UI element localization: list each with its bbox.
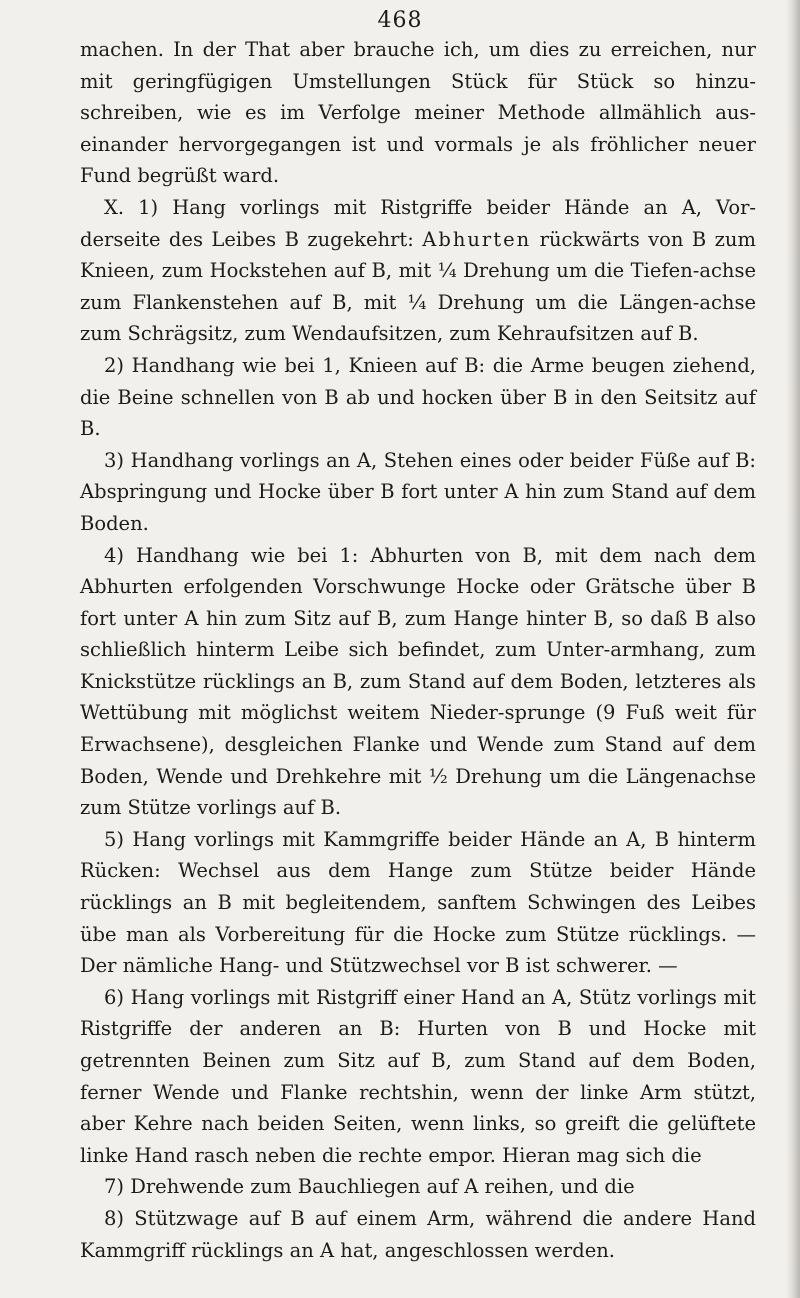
paragraph-exercise-2: 2) Handhang wie bei 1, Knieen auf B: die Arme beugen ziehend, die Beine schnellen von B ab und hocken über B in den Seitsitz auf B. (80, 353, 756, 441)
paragraph-exercise-6: 6) Hang vorlings mit Ristgriff einer Hand an A, Stütz vorlings mit Ristgriffe der anderen an B: Hurten von B und Hocke mit getrennten Beinen zum Sitz auf B, zum Stand auf dem Boden, ferner Wende und Flanke rechtshin, wenn der linke Arm stützt, aber Kehre nach beiden Seiten, wenn links, so greift die gelüftete linke Hand rasch neben die rechte empor. Hieran mag sich die (80, 985, 756, 1167)
paragraph-intro: machen. In der That aber brauche ich, um dies zu erreichen, nur mit geringfügigen Umstellungen Stück für Stück so hinzu-schreiben, wie es im Verfolge meiner Methode allmählich aus-einander hervorgegangen ist und vormals je als fröhlicher neuer Fund begrüßt ward. (80, 38, 756, 188)
page-number: 468 (377, 8, 423, 33)
body-text (80, 34, 756, 1266)
exercise-1-intro: X. 1) Hang vorlings mit Ristgriffe beider Hände an A, Vor-derseite des Leibes B zugekehrt: (80, 195, 756, 251)
paragraph-exercise-4: 4) Handhang wie bei 1: Abhurten von B, mit dem nach dem Abhurten erfolgenden Vorschwunge Hocke oder Grätsche über B fort unter A hin zum Sitz auf B, zum Hange hinter B, so daß B also schließlich hinterm Leibe sich befindet, zum Unter-armhang, zum Knickstütze rücklings an B, zum Stand auf dem Boden, letzteres als Wettübung mit möglichst weitem Nieder-sprunge (9 Fuß weit für Erwachsene), desgleichen Flanke und Wende zum Stand auf dem Boden, Wende und Drehkehre mit ½ Drehung um die Längenachse zum Stütze vorlings auf B. (80, 543, 756, 820)
paragraph-exercise-7: 7) Drehwende zum Bauchliegen auf A reihen, und die (104, 1175, 635, 1199)
paragraph-exercise-5: 5) Hang vorlings mit Kammgriffe beider Hände an A, B hinterm Rücken: Wechsel aus dem Hange zum Stütze beider Hände rücklings an B mit begleitendem, sanftem Schwingen des Leibes übe man als Vorbereitung für die Hocke zum Stütze rücklings. — Der nämliche Hang- und Stützwechsel vor B ist schwerer. — (80, 827, 756, 978)
exercise-1-rest: rückwärts von B zum Knieen, zum Hockstehen auf B, mit ¼ Drehung um die Tiefen-achse zum Flankenstehen auf B, mit ¼ Drehung um die Längen-achse zum Schrägsitz, zum Wendaufsitzen, zum Kehraufsitzen auf B. (80, 227, 756, 346)
paragraph-exercise-1 (80, 192, 756, 350)
page-edge-shadow (786, 0, 800, 1298)
emphasized-term: Abhurten (422, 227, 532, 251)
paragraph-exercise-3: 3) Handhang vorlings an A, Stehen eines oder beider Füße auf B: Abspringung und Hocke über B fort unter A hin zum Stand auf dem Boden. (80, 448, 756, 535)
paragraph-exercise-8: 8) Stützwage auf B auf einem Arm, während die andere Hand Kammgriff rücklings an A hat, angeschlossen werden. (80, 1206, 756, 1262)
